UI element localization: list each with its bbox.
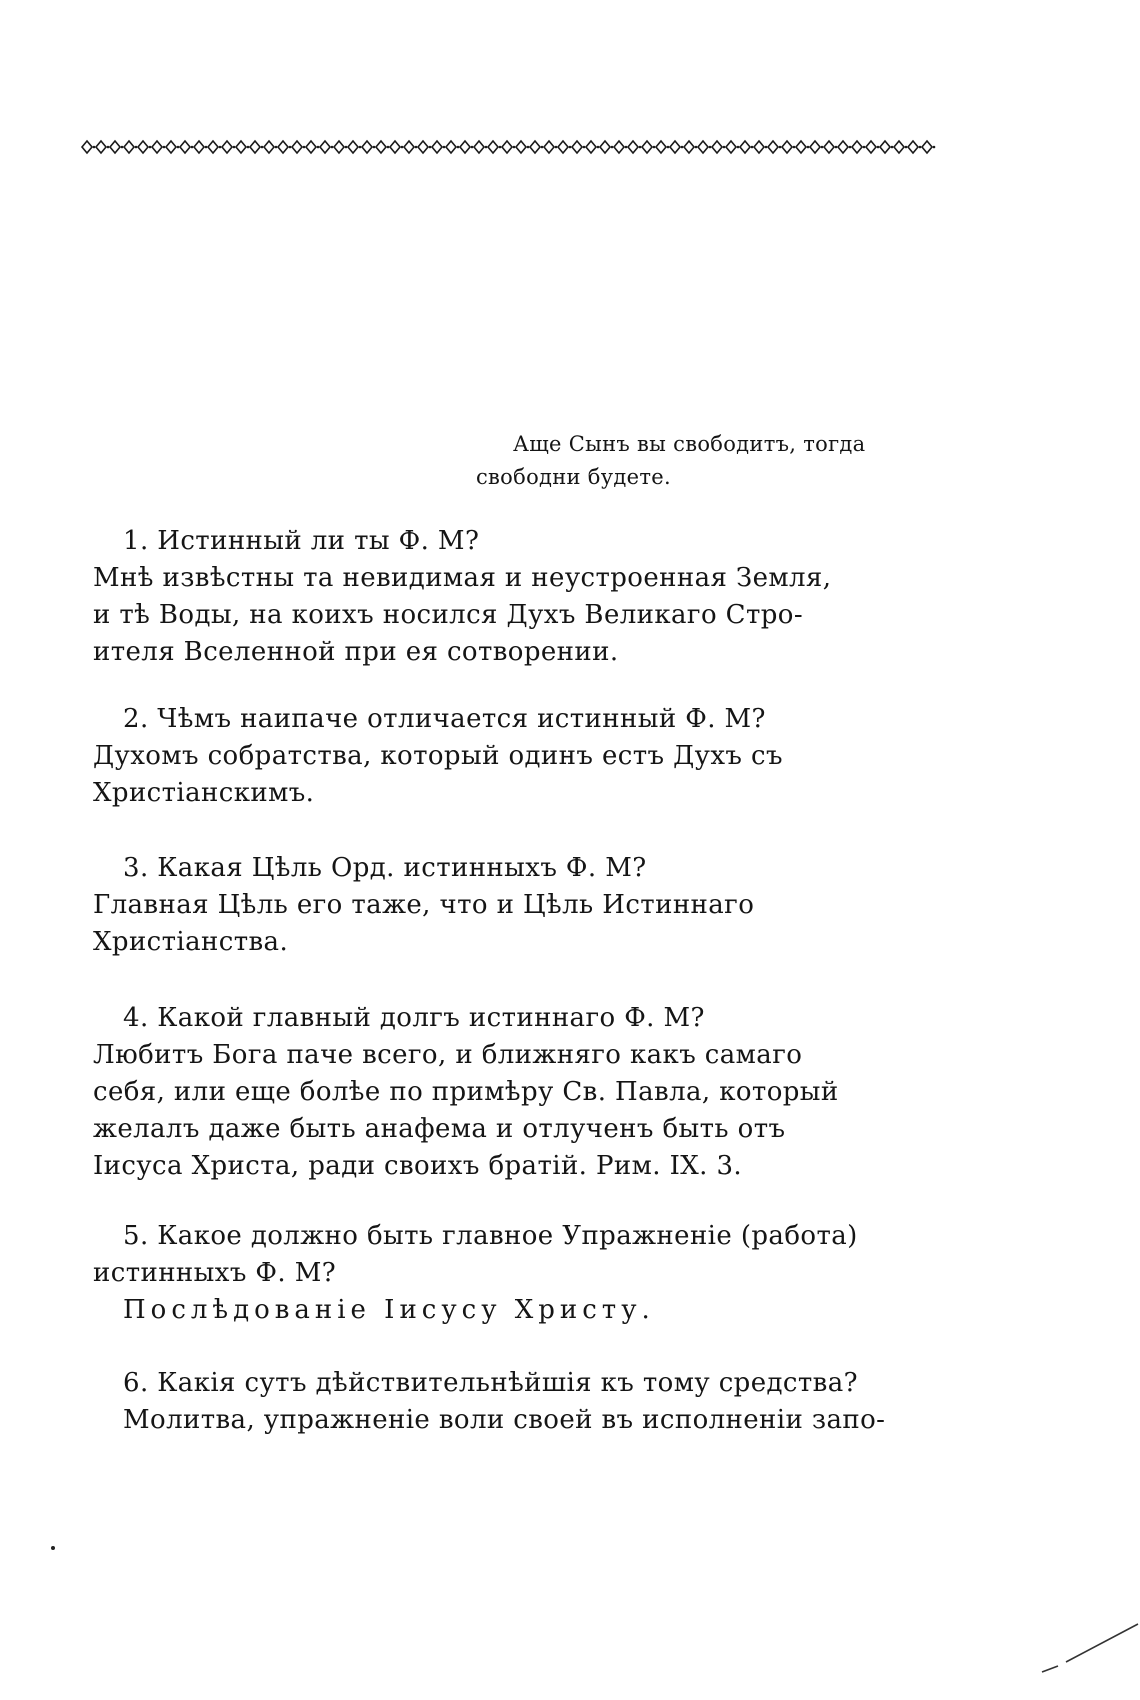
ornament-diamond [866,141,876,153]
ornament-diamond [166,141,176,153]
ornament-dot [303,146,306,149]
ornament-dot [877,146,880,149]
ornament-diamond [642,141,652,153]
ornament-diamond [334,141,344,153]
ornament-diamond [488,141,498,153]
ornament-dot [219,146,222,149]
ornament-diamond [390,141,400,153]
ornament-diamond [404,141,414,153]
ornament-dot [653,146,656,149]
ornament-diamond [362,141,372,153]
answer-1-line-1: Мнѣ извѣстны та невидимая и неустроенная Земля, [93,563,832,593]
ornament-dot [555,146,558,149]
ornament-dot [499,146,502,149]
ornament-diamond [726,141,736,153]
ornament-dot [387,146,390,149]
ornament-dot [247,146,250,149]
ornament-diamond [754,141,764,153]
ornament-border [78,136,940,158]
ornament-dot [821,146,824,149]
ornament-diamond [740,141,750,153]
ornament-dot [331,146,334,149]
epigraph-line-1: Аще Сынъ вы свободитъ, тогда [513,432,866,456]
ornament-dot [135,146,138,149]
ornament-dot [373,146,376,149]
ornament-diamond [82,141,92,153]
ornament-diamond [250,141,260,153]
ornament-dot [93,146,96,149]
ornament-dot [835,146,838,149]
epigraph-line-2: свободни будете. [476,465,671,489]
ornament-dot [107,146,110,149]
ornament-dot [695,146,698,149]
ornament-diamond [194,141,204,153]
ornament-diamond [418,141,428,153]
scan-dot [50,1545,56,1551]
ornament-diamond [460,141,470,153]
ornament-dot [471,146,474,149]
ornament-diamond [880,141,890,153]
ornament-diamond [698,141,708,153]
ornament-dot [205,146,208,149]
qa-item-1 [93,523,943,671]
answer-1-line-2: и тѣ Воды, на коихъ носился Духъ Великаго Стро- [93,600,804,630]
question-6: 6. Какія сутъ дѣйствительнѣйшія къ тому средства? [123,1368,858,1398]
ornament-diamond [656,141,666,153]
ornament-diamond [446,141,456,153]
epigraph [476,428,946,494]
ornament-dot [317,146,320,149]
ornament-dot [597,146,600,149]
ornament-dot [891,146,894,149]
ornament-diamond [852,141,862,153]
answer-4-line-3: желалъ даже быть анафема и отлученъ быть отъ [93,1114,786,1144]
ornament-dot [849,146,852,149]
ornament-dot [667,146,670,149]
ornament-diamond [768,141,778,153]
ornament-diamond [264,141,274,153]
ornament-dot [261,146,264,149]
ornament-dot [233,146,236,149]
answer-4-line-4: Іисуса Христа, ради своихъ братій. Рим. IX. 3. [93,1151,743,1181]
ornament-diamond [838,141,848,153]
ornament-diamond [474,141,484,153]
ornament-diamond [96,141,106,153]
qa-item-4 [93,1000,943,1185]
ornament-diamond [516,141,526,153]
ornament-dot [485,146,488,149]
ornament-dot [457,146,460,149]
ornament-diamond [908,141,918,153]
ornament-diamond [320,141,330,153]
ornament-dot [639,146,642,149]
ornament-dot [919,146,922,149]
ornament-dot [191,146,194,149]
ornament-dot [163,146,166,149]
ornament-diamond [810,141,820,153]
ornament-dot [149,146,152,149]
ornament-diamond [572,141,582,153]
question-4: 4. Какой главный долгъ истиннаго Ф. М? [123,1003,705,1033]
ornament-diamond [628,141,638,153]
question-2: 2. Чѣмъ наипаче отличается истинный Ф. М? [123,704,766,734]
ornament-diamond [614,141,624,153]
answer-2-line-1: Духомъ собратства, который одинъ естъ Духъ съ [93,741,783,771]
ornament-diamond [670,141,680,153]
ornament-dot [527,146,530,149]
answer-4-line-1: Любитъ Бога паче всего, и ближняго какъ самаго [93,1040,803,1070]
qa-item-2 [93,701,943,812]
ornament-diamond [586,141,596,153]
ornament-dot [359,146,362,149]
ornament-dot [275,146,278,149]
ornament-dot [401,146,404,149]
ornament-diamond [306,141,316,153]
ornament-diamond [348,141,358,153]
ornament-dot [779,146,782,149]
ornament-diamond [222,141,232,153]
ornament-dot [793,146,796,149]
ornament-diamond [894,141,904,153]
answer-1-line-3: ителя Вселенной при ея сотворении. [93,637,619,667]
ornament-diamond [152,141,162,153]
qa-item-6 [93,1365,943,1439]
ornament-dot [289,146,292,149]
ornament-dot [933,146,936,149]
ornament-diamond [600,141,610,153]
ornament-dot [583,146,586,149]
ornament-dot [751,146,754,149]
ornament-diamond [376,141,386,153]
ornament-diamond [138,141,148,153]
ornament-diamond [922,141,932,153]
ornament-diamond [544,141,554,153]
question-5: 5. Какое должно быть главное Упражненіе (работа) [123,1221,858,1251]
ornament-diamond [558,141,568,153]
ornament-dot [541,146,544,149]
ornament-dot [569,146,572,149]
ornament-diamond [236,141,246,153]
answer-3-line-1: Главная Цѣль его таже, что и Цѣль Истиннаго [93,890,755,920]
ornament-diamond [278,141,288,153]
ornament-diamond [782,141,792,153]
ornament-diamond [110,141,120,153]
qa-item-5 [93,1218,943,1329]
ornament-dot [807,146,810,149]
ornament-dot [625,146,628,149]
ornament-dot [429,146,432,149]
answer-2-line-2: Христіанскимъ. [93,778,315,808]
ornament-dot [723,146,726,149]
question-1: 1. Истинный ли ты Ф. М? [123,526,480,556]
ornament-diamond [432,141,442,153]
ornament-dot [709,146,712,149]
answer-4-line-2: себя, или еще болѣе по примѣру Св. Павла, который [93,1077,839,1107]
ornament-dot [611,146,614,149]
ornament-dot [905,146,908,149]
question-5-continuation: истинныхъ Ф. М? [93,1258,337,1288]
ornament-diamond [824,141,834,153]
answer-6-line-1: Молитва, упражненіе воли своей въ исполненіи запо- [123,1405,886,1435]
ornament-dot [177,146,180,149]
question-3: 3. Какая Цѣль Орд. истинныхъ Ф. М? [123,853,647,883]
ornament-dot [345,146,348,149]
qa-item-3 [93,850,943,961]
ornament-dot [681,146,684,149]
ornament-diamond [502,141,512,153]
ornament-dot [765,146,768,149]
answer-5-line-1: Послѣдованіе Іисусу Христу. [123,1295,655,1325]
ornament-diamond [292,141,302,153]
ornament-diamond [180,141,190,153]
ornament-diamond [684,141,694,153]
ornament-diamond [530,141,540,153]
ornament-diamond [712,141,722,153]
pencil-stroke [1040,1600,1140,1680]
ornament-diamond [796,141,806,153]
answer-3-line-2: Христіанства. [93,927,289,957]
ornament-dot [863,146,866,149]
ornament-dot [737,146,740,149]
ornament-dot [443,146,446,149]
ornament-dot [121,146,124,149]
ornament-diamond [208,141,218,153]
ornament-dot [513,146,516,149]
ornament-dot [415,146,418,149]
ornament-diamond [124,141,134,153]
